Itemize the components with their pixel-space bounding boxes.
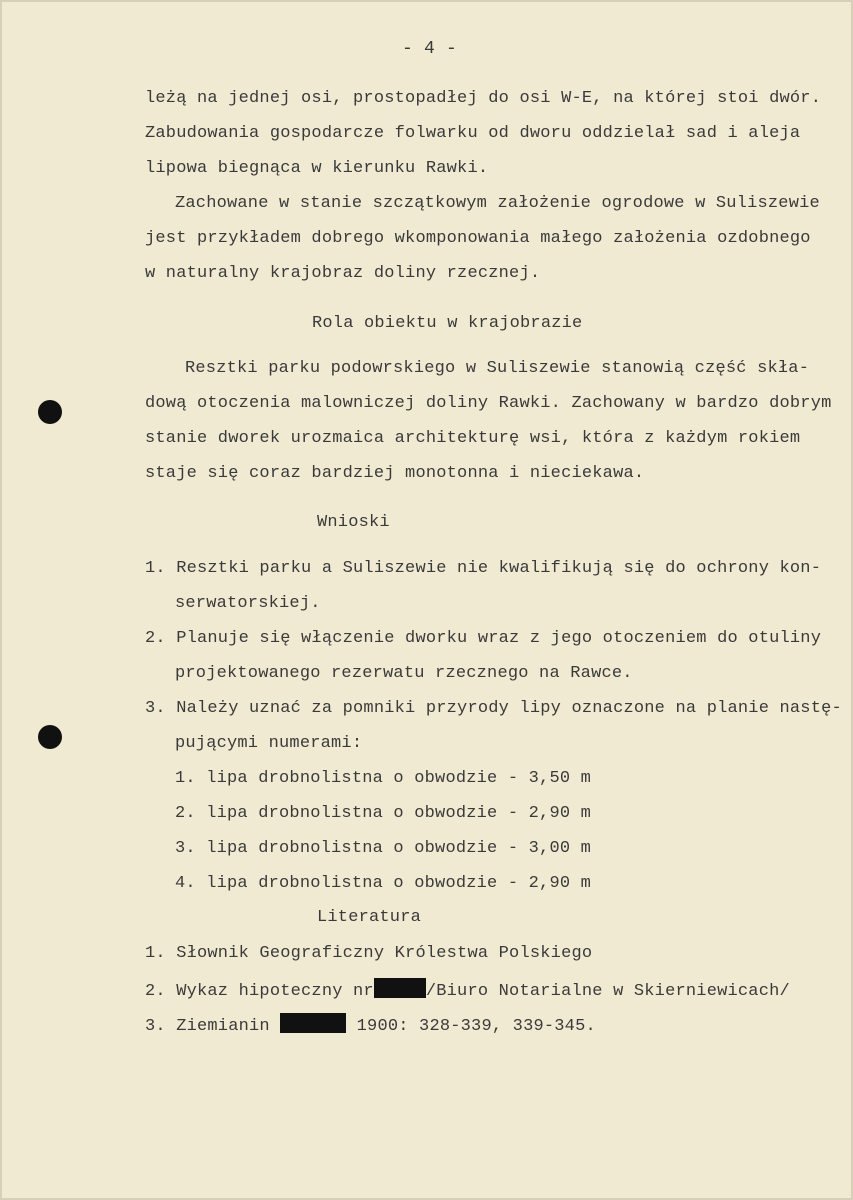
role-line: stanie dworek urozmaica architekturę wsi, która z każdym rokiem	[145, 429, 801, 448]
redaction-box	[280, 1013, 346, 1033]
section-heading-conclusions: Wnioski	[317, 513, 390, 532]
punch-hole-bottom	[38, 725, 62, 749]
section-heading-role: Rola obiektu w krajobrazie	[312, 314, 583, 333]
literature-item-text: 2. Wykaz hipoteczny nr	[145, 982, 374, 1001]
intro-line: leżą na jednej osi, prostopadłej do osi W-E, na której stoi dwór.	[145, 89, 822, 108]
conclusion-line: projektowanego rezerwatu rzecznego na Rawce.	[175, 664, 633, 683]
role-line: dową otoczenia malowniczej doliny Rawki. Zachowany w bardzo dobrym	[145, 394, 832, 413]
literature-item-text: 1900: 328-339, 339-345.	[356, 1017, 596, 1036]
literature-item: 1. Słownik Geograficzny Królestwa Polskiego	[145, 944, 593, 963]
conclusion-line: 3. Należy uznać za pomniki przyrody lipy oznaczone na planie nastę-	[145, 699, 842, 718]
role-line: Resztki parku podowrskiego w Suliszewie stanowią część skła-	[185, 359, 810, 378]
conclusion-line: serwatorskiej.	[175, 594, 321, 613]
tree-item: 3. lipa drobnolistna o obwodzie - 3,00 m	[175, 839, 592, 858]
page-number: - 4 -	[402, 39, 458, 59]
tree-item: 1. lipa drobnolistna o obwodzie - 3,50 m	[175, 769, 592, 788]
intro-line: Zabudowania gospodarcze folwarku od dworu oddzielał sad i aleja	[145, 124, 801, 143]
conclusion-line: 1. Resztki parku a Suliszewie nie kwalifikują się do ochrony kon-	[145, 559, 822, 578]
literature-item-text: 3. Ziemianin	[145, 1017, 270, 1036]
intro-line: w naturalny krajobraz doliny rzecznej.	[145, 264, 541, 283]
punch-hole-top	[38, 400, 62, 424]
conclusion-line: pującymi numerami:	[175, 734, 363, 753]
intro-line: jest przykładem dobrego wkomponowania małego założenia ozdobnego	[145, 229, 811, 248]
section-heading-literature: Literatura	[317, 908, 422, 927]
redaction-box	[374, 978, 426, 998]
literature-item-text: /Biuro Notarialne w Skierniewicach/	[425, 982, 790, 1001]
tree-item: 2. lipa drobnolistna o obwodzie - 2,90 m	[175, 804, 592, 823]
intro-line: lipowa biegnąca w kierunku Rawki.	[145, 159, 489, 178]
literature-item	[145, 1013, 596, 1038]
conclusion-line: 2. Planuje się włączenie dworku wraz z jego otoczeniem do otuliny	[145, 629, 822, 648]
role-line: staje się coraz bardziej monotonna i nieciekawa.	[145, 464, 645, 483]
literature-item	[145, 978, 790, 1003]
tree-item: 4. lipa drobnolistna o obwodzie - 2,90 m	[175, 874, 592, 893]
intro-line: Zachowane w stanie szczątkowym założenie ogrodowe w Suliszewie	[175, 194, 820, 213]
